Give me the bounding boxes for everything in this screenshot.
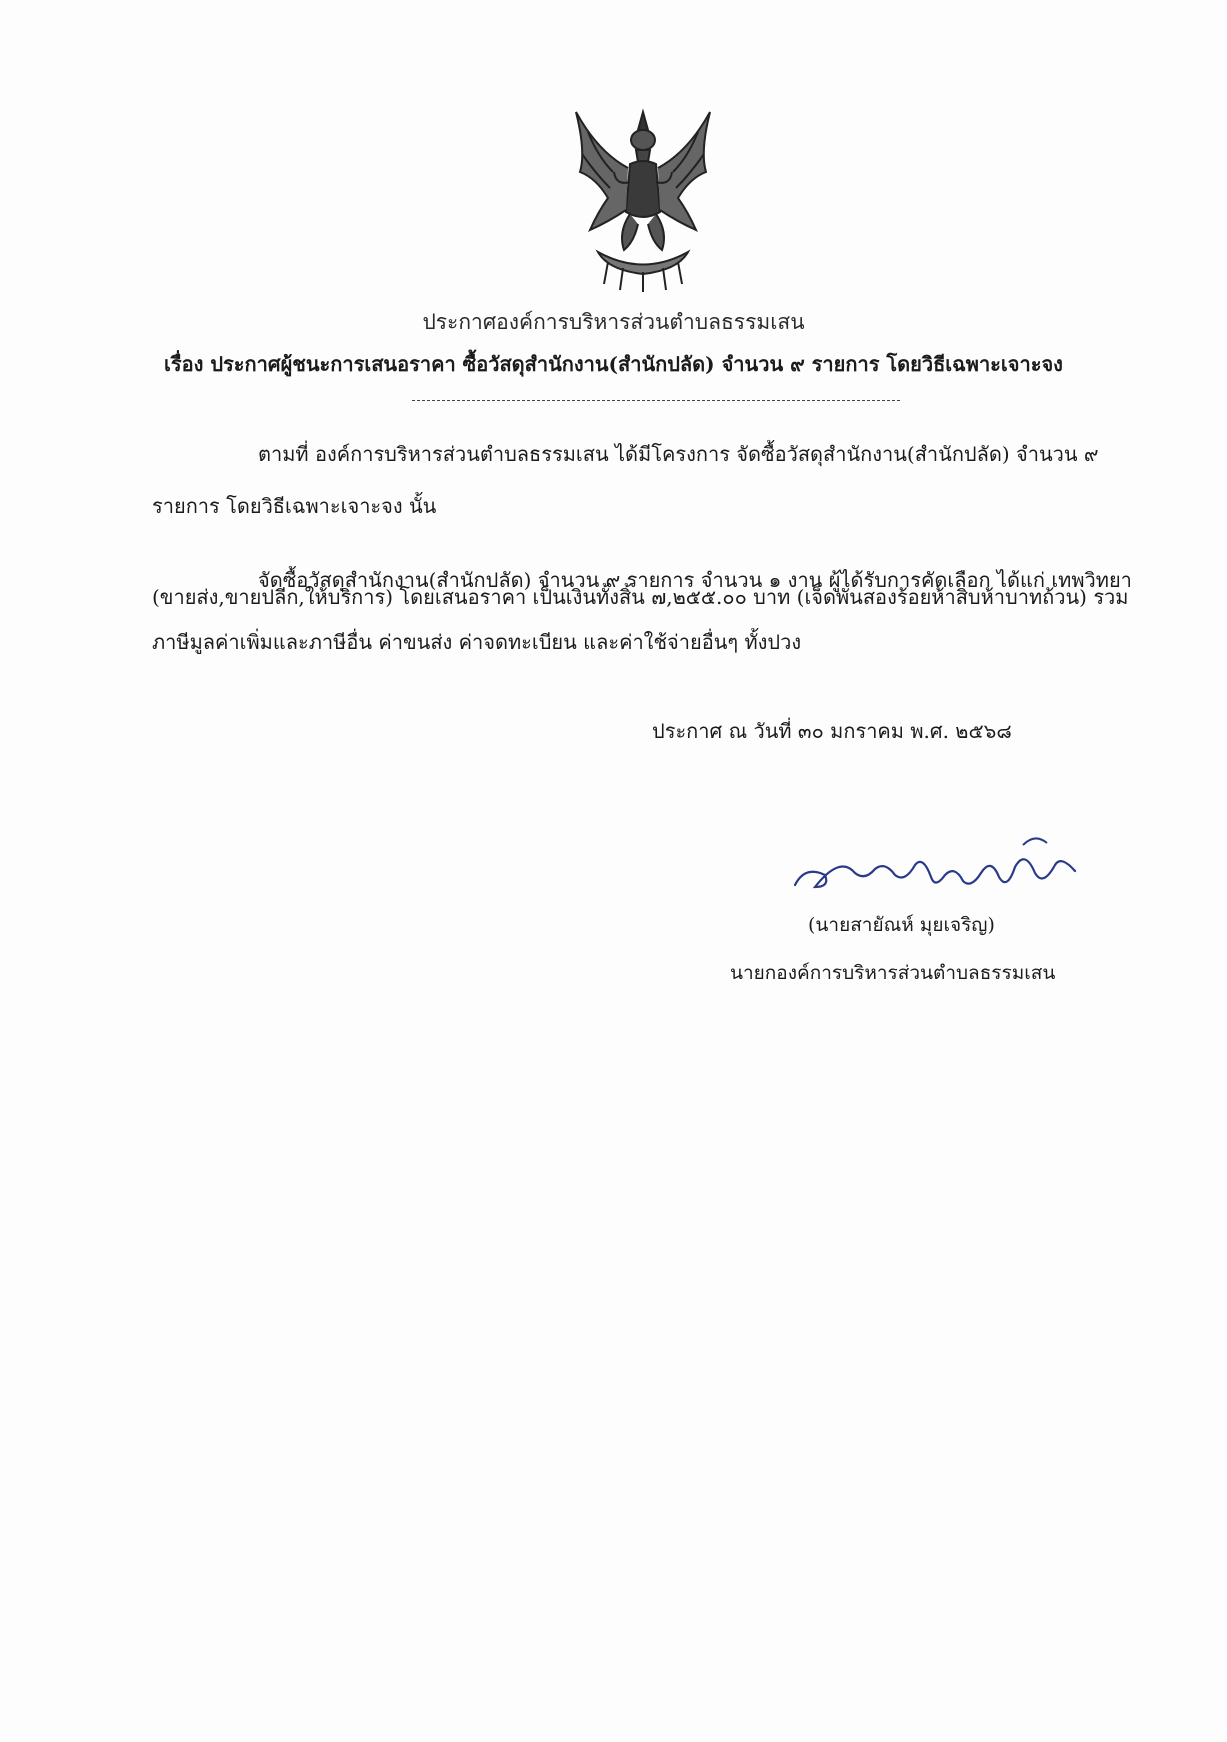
body-line-2: รายการ โดยวิธีเฉพาะเจาะจง นั้น bbox=[152, 494, 437, 518]
dashed-divider bbox=[412, 400, 900, 401]
signer-name: (นายสายัณห์ มุยเจริญ) bbox=[808, 914, 995, 936]
body-line-1: ตามที่ องค์การบริหารส่วนตำบลธรรมเสน ได้มีโครงการ จัดซื้อวัสดุสำนักงาน(สำนักปลัด) จำนวน ๙ bbox=[258, 442, 1099, 466]
body-line-4: (ขายส่ง,ขายปลีก,ให้บริการ) โดยเสนอราคา เป็นเงินทั้งสิ้น ๗,๒๕๕.๐๐ บาท (เจ็ดพันสองร้อยห้าสิบห้าบาทถ้วน) รวม bbox=[152, 585, 1129, 609]
body-line-3: จัดซื้อวัสดุสำนักงาน(สำนักปลัด) จำนวน ๙ รายการ จำนวน ๑ งาน ผู้ได้รับการคัดเลือก ได้แก่ เทพวิทยา bbox=[258, 568, 1132, 592]
handwritten-signature bbox=[785, 825, 1095, 905]
organization-heading: ประกาศองค์การบริหารส่วนตำบลธรรมเสน bbox=[422, 310, 805, 334]
body-line-5: ภาษีมูลค่าเพิ่มและภาษีอื่น ค่าขนส่ง ค่าจดทะเบียน และค่าใช้จ่ายอื่นๆ ทั้งปวง bbox=[152, 630, 802, 654]
subject-heading: เรื่อง ประกาศผู้ชนะการเสนอราคา ซื้อวัสดุสำนักงาน(สำนักปลัด) จำนวน ๙ รายการ โดยวิธีเฉพาะเจาะจง bbox=[164, 352, 1063, 376]
signer-title: นายกองค์การบริหารส่วนตำบลธรรมเสน bbox=[730, 962, 1056, 984]
announcement-date: ประกาศ ณ วันที่ ๓๐ มกราคม พ.ศ. ๒๕๖๘ bbox=[652, 719, 1012, 743]
garuda-emblem-icon bbox=[568, 102, 718, 292]
